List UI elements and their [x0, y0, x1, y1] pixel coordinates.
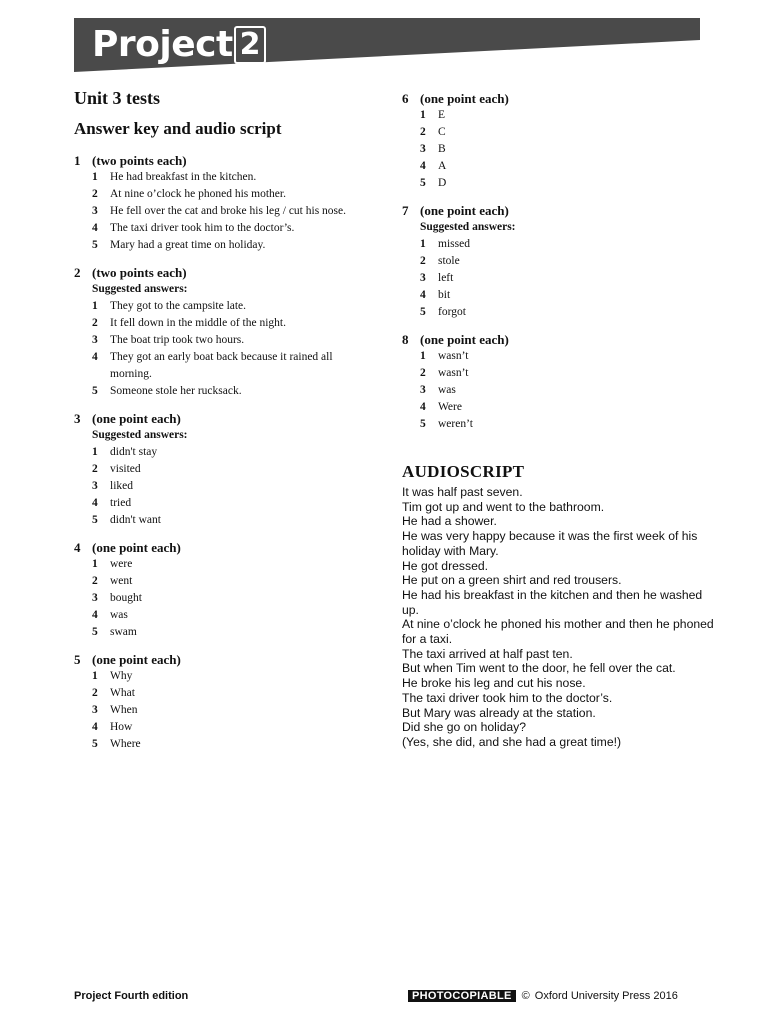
answer-item: [92, 315, 374, 332]
answer-number: 3: [420, 272, 426, 284]
answer-text: was: [110, 609, 128, 621]
answer-text: left: [438, 272, 454, 284]
page-title: Unit 3 tests: [74, 88, 160, 108]
answer-item: [420, 287, 722, 304]
section-heading-text: (one point each): [92, 411, 181, 426]
answer-number: 2: [92, 687, 98, 699]
answer-text: missed: [438, 238, 470, 250]
photocopiable-badge: PHOTOCOPIABLE: [408, 990, 516, 1002]
answer-number: 2: [92, 575, 98, 587]
answer-number: 4: [420, 401, 426, 413]
answer-item: [92, 203, 374, 220]
answer-number: 2: [92, 463, 98, 475]
audioscript-line: (Yes, she did, and she had a great time!): [402, 734, 622, 749]
left-column: [74, 86, 374, 763]
answer-item: [92, 349, 374, 383]
answer-number: 5: [92, 514, 98, 526]
answer-number: 1: [92, 171, 98, 183]
answer-list: [74, 298, 374, 400]
answer-item: [92, 220, 374, 237]
page-subtitle: Answer key and audio script: [74, 119, 282, 138]
answer-item: [92, 685, 374, 702]
answer-number: 4: [92, 721, 98, 733]
right-sections: [402, 90, 722, 433]
answer-item: [420, 270, 722, 287]
answer-number: 4: [420, 289, 426, 301]
answer-text: swam: [110, 626, 137, 638]
audioscript-line: The taxi driver took him to the doctor’s.: [402, 690, 613, 705]
answer-list: [402, 107, 722, 192]
answer-text: weren’t: [438, 418, 473, 430]
suggested-answers-label: Suggested answers:: [420, 221, 516, 233]
answer-item: [420, 382, 722, 399]
audioscript-title: AUDIOSCRIPT: [402, 462, 525, 481]
answer-item: [92, 383, 374, 400]
answer-text: liked: [110, 480, 133, 492]
answer-item: [92, 512, 374, 529]
project-logo-number: 2: [234, 26, 266, 64]
audioscript-line: It was half past seven.: [402, 485, 523, 499]
answer-text: Why: [110, 670, 133, 682]
answer-item: [92, 556, 374, 573]
answer-item: [420, 348, 722, 365]
answer-text: went: [110, 575, 133, 587]
answer-item: [420, 124, 722, 141]
publisher-text: Oxford University Press 2016: [534, 990, 678, 1002]
answer-number: 1: [92, 300, 98, 312]
answer-number: 3: [92, 592, 98, 604]
answer-number: 5: [420, 177, 426, 189]
answer-item: [92, 607, 374, 624]
answer-number: 2: [420, 126, 426, 138]
answer-text: A: [438, 160, 447, 172]
answer-number: 3: [92, 205, 98, 217]
answer-item: [420, 141, 722, 158]
answer-text: didn't stay: [110, 446, 158, 458]
answer-number: 4: [92, 609, 98, 621]
answer-item: [92, 624, 374, 641]
answer-item: [420, 158, 722, 175]
suggested-answers-label: Suggested answers:: [92, 429, 188, 441]
section-number: 2: [74, 265, 81, 280]
answer-text: The boat trip took two hours.: [110, 334, 245, 346]
answer-list: [74, 668, 374, 753]
section-number: 8: [402, 332, 409, 347]
answer-item: [420, 399, 722, 416]
answer-item: [92, 237, 374, 254]
section-heading: [74, 410, 374, 427]
answer-number: 1: [92, 446, 98, 458]
answer-number: 5: [92, 385, 98, 397]
answer-item: [420, 175, 722, 192]
answer-item: [92, 736, 374, 753]
answer-item: [92, 702, 374, 719]
footer-edition: Project Fourth edition: [74, 990, 189, 1002]
answer-number: 4: [92, 222, 98, 234]
section-number: 6: [402, 91, 409, 106]
answer-item: [420, 107, 722, 124]
audioscript-line: But Mary was already at the station.: [402, 705, 596, 720]
answer-item: [420, 304, 722, 321]
answer-text: was: [438, 384, 456, 396]
section-heading: [402, 202, 722, 219]
section-heading: [74, 152, 374, 169]
answer-item: [92, 719, 374, 736]
audioscript-line: He got dressed.: [402, 558, 489, 573]
answer-item: [92, 668, 374, 685]
section-number: 4: [74, 540, 81, 555]
answer-number: 3: [92, 704, 98, 716]
audioscript-line: He was very happy because it was the first week of his holiday with Mary.: [402, 529, 698, 558]
answer-item: [420, 236, 722, 253]
answer-list: [74, 444, 374, 529]
answer-number: 4: [420, 160, 426, 172]
audioscript-line: He had his breakfast in the kitchen and then he washed up.: [402, 587, 703, 617]
answer-text: C: [438, 126, 446, 138]
answer-text: Someone stole her rucksack.: [110, 385, 242, 397]
section-heading-text: (one point each): [420, 332, 509, 347]
answer-text: Where: [110, 738, 141, 750]
answer-item: [92, 444, 374, 461]
answer-item: [92, 573, 374, 590]
answer-text: Mary had a great time on holiday.: [110, 239, 266, 251]
answer-text: tried: [110, 497, 132, 509]
answer-item: [420, 253, 722, 270]
section-heading: [74, 651, 374, 668]
suggested-answers-label: Suggested answers:: [92, 283, 188, 295]
answer-text: How: [110, 721, 133, 733]
section-heading-text: (two points each): [92, 265, 187, 280]
left-sections: [74, 152, 374, 753]
section-heading-text: (one point each): [420, 203, 509, 218]
answer-section: [74, 651, 374, 753]
answer-number: 3: [420, 384, 426, 396]
answer-text: D: [438, 177, 447, 189]
answer-text: When: [110, 704, 138, 716]
answer-number: 2: [92, 317, 98, 329]
answer-number: 2: [420, 367, 426, 379]
answer-number: 1: [92, 558, 98, 570]
answer-text: He had breakfast in the kitchen.: [110, 171, 257, 183]
answer-number: 1: [420, 350, 426, 362]
answer-list: [74, 169, 374, 254]
section-heading-text: (one point each): [420, 91, 509, 106]
project-logo-text: Project: [92, 24, 233, 65]
header-banner: [74, 18, 700, 72]
right-column: [402, 90, 722, 750]
answer-text: B: [438, 143, 446, 155]
answer-item: [92, 186, 374, 203]
answer-text: didn't want: [110, 514, 161, 526]
answer-section: [402, 331, 722, 433]
answer-number: 4: [92, 351, 98, 363]
answer-number: 5: [92, 626, 98, 638]
answer-number: 5: [420, 418, 426, 430]
answer-item: [92, 461, 374, 478]
audioscript-line: He broke his leg and cut his nose.: [402, 676, 586, 691]
answer-text: wasn’t: [438, 367, 469, 379]
answer-number: 1: [420, 238, 426, 250]
audioscript-line: But when Tim went to the door, he fell over the cat.: [402, 661, 676, 676]
answer-number: 2: [92, 188, 98, 200]
section-heading-text: (one point each): [92, 540, 181, 555]
answer-section: [402, 90, 722, 192]
answer-number: 3: [92, 480, 98, 492]
answer-number: 3: [420, 143, 426, 155]
section-number: 3: [74, 411, 81, 426]
section-number: 1: [74, 153, 81, 168]
section-heading-text: (one point each): [92, 652, 181, 667]
answer-text: It fell down in the middle of the night.: [110, 317, 286, 329]
answer-item: [420, 365, 722, 382]
footer-copyright: [408, 990, 678, 1002]
answer-text: stole: [438, 255, 460, 267]
audioscript-line: He put on a green shirt and red trousers.: [402, 573, 622, 588]
answer-text: bought: [110, 592, 142, 604]
answer-section: [74, 264, 374, 400]
answer-item: [420, 416, 722, 433]
answer-number: 5: [92, 239, 98, 251]
answer-text: They got an early boat back because it rained all morning.: [110, 351, 333, 380]
answer-list: [402, 236, 722, 321]
answer-text: He fell over the cat and broke his leg / cut his nose.: [110, 205, 346, 217]
answer-number: 5: [420, 306, 426, 318]
answer-item: [92, 495, 374, 512]
answer-text: visited: [110, 463, 141, 475]
answer-item: [92, 478, 374, 495]
section-heading: [74, 539, 374, 556]
answer-list: [74, 556, 374, 641]
answer-number: 5: [92, 738, 98, 750]
answer-section: [402, 202, 722, 321]
answer-list: [402, 348, 722, 433]
answer-item: [92, 298, 374, 315]
answer-number: 2: [420, 255, 426, 267]
answer-text: forgot: [438, 306, 466, 318]
answer-text: E: [438, 109, 446, 121]
answer-section: [74, 152, 374, 254]
answer-text: The taxi driver took him to the doctor’s.: [110, 222, 295, 234]
answer-number: 1: [420, 109, 426, 121]
audioscript-line: The taxi arrived at half past ten.: [402, 646, 573, 661]
section-heading: [402, 331, 722, 348]
answer-number: 3: [92, 334, 98, 346]
answer-item: [92, 332, 374, 349]
answer-number: 1: [92, 670, 98, 682]
answer-number: 4: [92, 497, 98, 509]
section-number: 7: [402, 203, 409, 218]
copyright-symbol: ©: [521, 990, 530, 1002]
section-heading: [74, 264, 374, 281]
answer-item: [92, 590, 374, 607]
answer-text: At nine o’clock he phoned his mother.: [110, 188, 286, 200]
answer-section: [74, 410, 374, 529]
answer-text: They got to the campsite late.: [110, 300, 247, 312]
audioscript-line: Tim got up and went to the bathroom.: [402, 499, 605, 514]
answer-text: bit: [438, 289, 451, 301]
answer-text: were: [110, 558, 133, 570]
answer-item: [92, 169, 374, 186]
audioscript-line: He had a shower.: [402, 514, 497, 529]
answer-text: wasn’t: [438, 350, 469, 362]
audioscript-line: At nine o’clock he phoned his mother and then he phoned for a taxi.: [402, 617, 714, 647]
section-heading-text: (two points each): [92, 153, 187, 168]
answer-section: [74, 539, 374, 641]
answer-text: What: [110, 687, 135, 699]
section-heading: [402, 90, 722, 107]
audioscript-line: Did she go on holiday?: [402, 720, 526, 735]
audioscript-body: [402, 485, 722, 750]
section-number: 5: [74, 652, 81, 667]
answer-text: Were: [438, 401, 462, 413]
